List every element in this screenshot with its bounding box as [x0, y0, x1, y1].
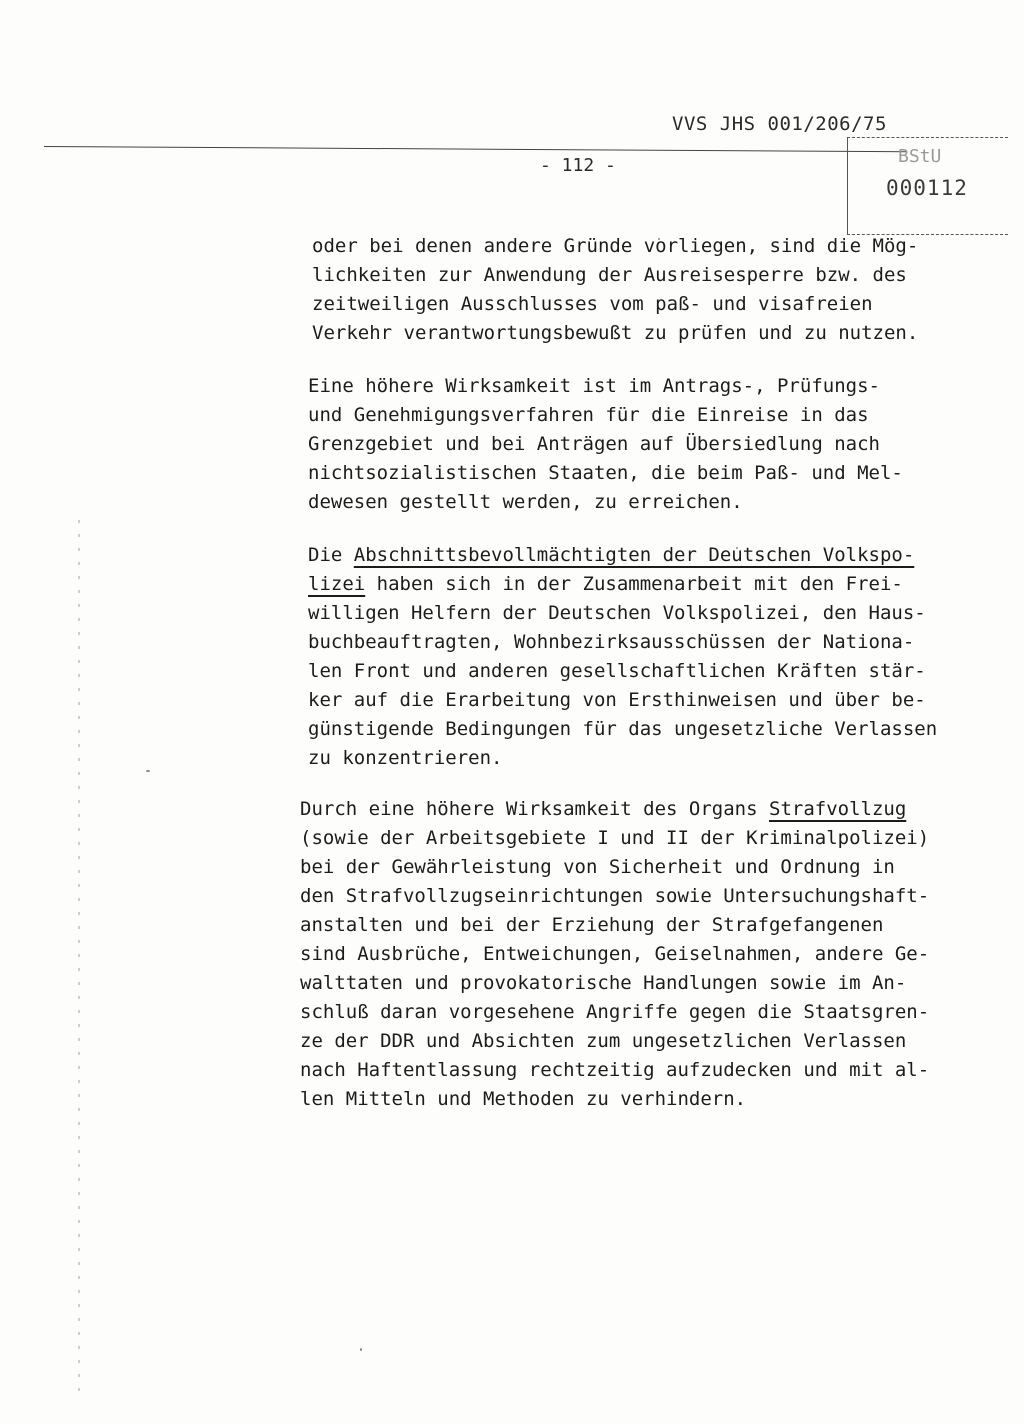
underlined-term: Strafvollzug: [769, 798, 907, 820]
page-number: - 112 -: [540, 155, 616, 176]
header-rule: [44, 146, 906, 152]
text-line: lichkeiten zur Anwendung der Ausreisesperre bzw. des: [312, 264, 907, 286]
text-line: ze der DDR und Absichten zum ungesetzlichen Verlassen: [300, 1030, 907, 1052]
text-line: [308, 541, 990, 570]
stamp-agency: BStU: [898, 146, 942, 167]
text-line: len Mitteln und Methoden zu verhindern.: [300, 1088, 747, 1110]
text-line: [300, 795, 990, 824]
body-text: [300, 232, 990, 1114]
underlined-term: lizei: [308, 573, 366, 595]
text-line: schluß daran vorgesehene Angriffe gegen die Staatsgren-: [300, 1001, 930, 1023]
paragraph-4: [300, 795, 990, 1114]
text-line: zu konzentrieren.: [308, 747, 503, 769]
text-line: ker auf die Erarbeitung von Ersthinweisen und über be-: [308, 689, 926, 711]
paragraph-1: [312, 232, 990, 348]
paragraph-2: [308, 372, 990, 517]
text-line: zeitweiligen Ausschlusses vom paß- und visafreien: [312, 293, 873, 315]
scan-speck: [146, 770, 150, 772]
text-line: dewesen gestellt werden, zu erreichen.: [308, 491, 743, 513]
text-line: walttaten und provokatorische Handlungen sowie im An-: [300, 972, 907, 994]
scan-margin-marks: [78, 520, 80, 1400]
text-line: den Strafvollzugseinrichtungen sowie Untersuchungshaft-: [300, 885, 930, 907]
text-line: len Front und anderen gesellschaftlichen Kräften stär-: [308, 660, 926, 682]
underlined-term: Abschnittsbevollmächtigten der Deutschen Volkspo-: [353, 544, 915, 566]
text-line: [308, 570, 990, 599]
paragraph-3: [308, 541, 990, 773]
text-line: anstalten und bei der Erziehung der Strafgefangenen: [300, 914, 884, 936]
text-line: sind Ausbrüche, Entweichungen, Geiselnahmen, andere Ge-: [300, 943, 930, 965]
text-line: bei der Gewährleistung von Sicherheit und Ordnung in: [300, 856, 895, 878]
stamp-number: 000112: [886, 176, 968, 200]
text-line: und Genehmigungsverfahren für die Einreise in das: [308, 404, 869, 426]
scan-speck: [360, 1348, 362, 1351]
text-line: (sowie der Arbeitsgebiete I und II der Kriminalpolizei): [300, 827, 930, 849]
text-line: buchbeauftragten, Wohnbezirksausschüssen der Nationa-: [308, 631, 915, 653]
text-line: günstigende Bedingungen für das ungesetzliche Verlassen: [308, 718, 938, 740]
text-line: oder bei denen andere Gründe vorliegen, sind die Mög-: [312, 235, 919, 257]
text-line: Grenzgebiet und bei Anträgen auf Übersiedlung nach: [308, 433, 880, 455]
text-line: nichtsozialistischen Staaten, die beim Paß- und Mel-: [308, 462, 903, 484]
document-reference: VVS JHS 001/206/75: [672, 113, 887, 135]
archive-stamp: [847, 137, 1008, 235]
text-run: Durch eine höhere Wirksamkeit des Organs: [300, 798, 769, 820]
text-line: nach Haftentlassung rechtzeitig aufzudecken und mit al-: [300, 1059, 930, 1081]
text-line: willigen Helfern der Deutschen Volkspolizei, den Haus-: [308, 602, 926, 624]
text-line: Verkehr verantwortungsbewußt zu prüfen und zu nutzen.: [312, 322, 919, 344]
text-line: Eine höhere Wirksamkeit ist im Antrags-, Prüfungs-: [308, 375, 880, 397]
text-run: haben sich in der Zusammenarbeit mit den Frei-: [365, 573, 903, 595]
text-run: Die: [308, 544, 354, 566]
